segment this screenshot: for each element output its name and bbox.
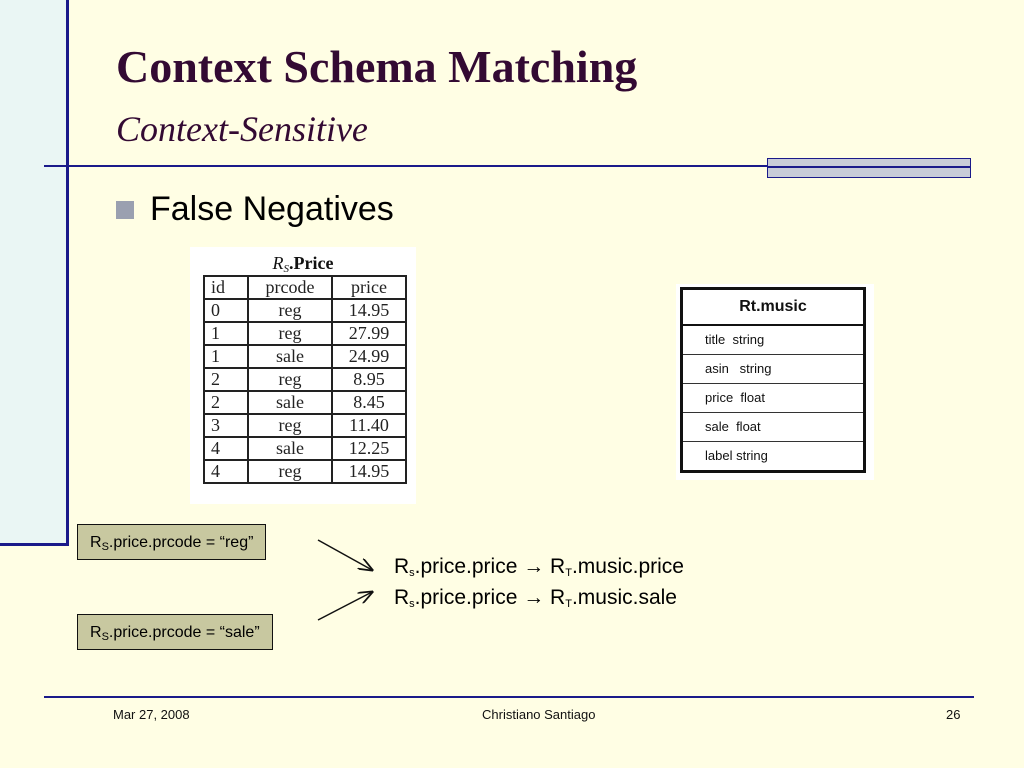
cell-id: 1 [204,345,248,368]
music-field-row: label string [705,448,768,463]
cell-id: 3 [204,414,248,437]
res1-a: R [394,555,410,578]
bullet-square-icon [116,201,134,219]
table-row [204,391,406,414]
res2-a-sub: s [409,598,415,610]
result-line-price [394,555,684,579]
title-divider-box [767,158,971,178]
res1-b: .price.price → R [414,555,566,578]
cond-reg-suffix: .price.prcode = “reg” [108,534,254,551]
cond-sale-prefix: R [90,624,102,641]
res1-c: .music.price [571,555,684,578]
cell-price: 8.45 [332,391,406,414]
header-price: price [332,276,406,299]
table-row [204,299,406,322]
price-table-title [190,253,416,275]
footer-divider [44,696,974,698]
res1-b-sub: T [565,567,572,579]
cond-sale-suffix: .price.prcode = “sale” [108,624,260,641]
table-row [204,414,406,437]
condition-reg-box [77,524,266,560]
header-prcode: prcode [248,276,332,299]
cell-id: 0 [204,299,248,322]
arrow-reg-icon [318,540,372,570]
table-row [204,437,406,460]
table-row [204,460,406,483]
res2-b: .price.price → R [414,586,566,609]
left-decor-bar [0,0,69,546]
music-field-row: asin string [683,355,863,384]
price-table-figure [190,247,416,504]
slide-subtitle: Context-Sensitive [116,109,368,149]
res2-c: .music.sale [571,586,677,609]
cell-price: 24.99 [332,345,406,368]
cond-reg-sub: S [101,541,109,553]
mapping-arrows [310,530,390,630]
cell-prcode: sale [248,345,332,368]
cell-id: 1 [204,322,248,345]
footer-date: Mar 27, 2008 [113,707,190,722]
res2-b-sub: T [565,598,572,610]
cell-price: 8.95 [332,368,406,391]
cond-reg-prefix: R [90,534,102,551]
bullet-text: False Negatives [150,190,394,228]
header-id: id [204,276,248,299]
music-table [680,287,866,473]
cell-prcode: reg [248,299,332,322]
slide-title: Context Schema Matching [116,41,638,92]
cell-id: 2 [204,391,248,414]
footer-page-number: 26 [946,707,961,722]
res2-a: R [394,586,410,609]
cond-sale-sub: S [101,631,109,643]
bullet-item [116,190,394,229]
music-field-row: sale float [683,413,863,442]
cell-prcode: sale [248,391,332,414]
cell-price: 12.25 [332,437,406,460]
cell-prcode: reg [248,460,332,483]
music-table-figure [676,284,874,480]
table-row [204,345,406,368]
cell-id: 2 [204,368,248,391]
table-row [204,368,406,391]
footer-author: Christiano Santiago [482,707,596,722]
result-line-sale [394,586,677,610]
table-row [204,322,406,345]
cell-price: 27.99 [332,322,406,345]
music-table-title: Rt.music [683,290,863,326]
cell-prcode: reg [248,322,332,345]
cell-prcode: reg [248,368,332,391]
music-field-row: title string [683,326,863,355]
price-title-prefix: R [272,253,284,273]
cell-price: 14.95 [332,460,406,483]
cell-prcode: sale [248,437,332,460]
price-table-header-row [204,276,406,299]
music-field-row: price float [683,384,863,413]
title-divider [44,165,768,167]
price-title-sub: S [283,263,290,275]
condition-sale-box [77,614,273,650]
price-table [203,275,407,484]
cell-id: 4 [204,460,248,483]
arrow-sale-icon [318,592,372,620]
cell-id: 4 [204,437,248,460]
price-title-suffix: .Price [289,253,334,273]
cell-prcode: reg [248,414,332,437]
res1-a-sub: s [409,567,415,579]
cell-price: 14.95 [332,299,406,322]
cell-price: 11.40 [332,414,406,437]
